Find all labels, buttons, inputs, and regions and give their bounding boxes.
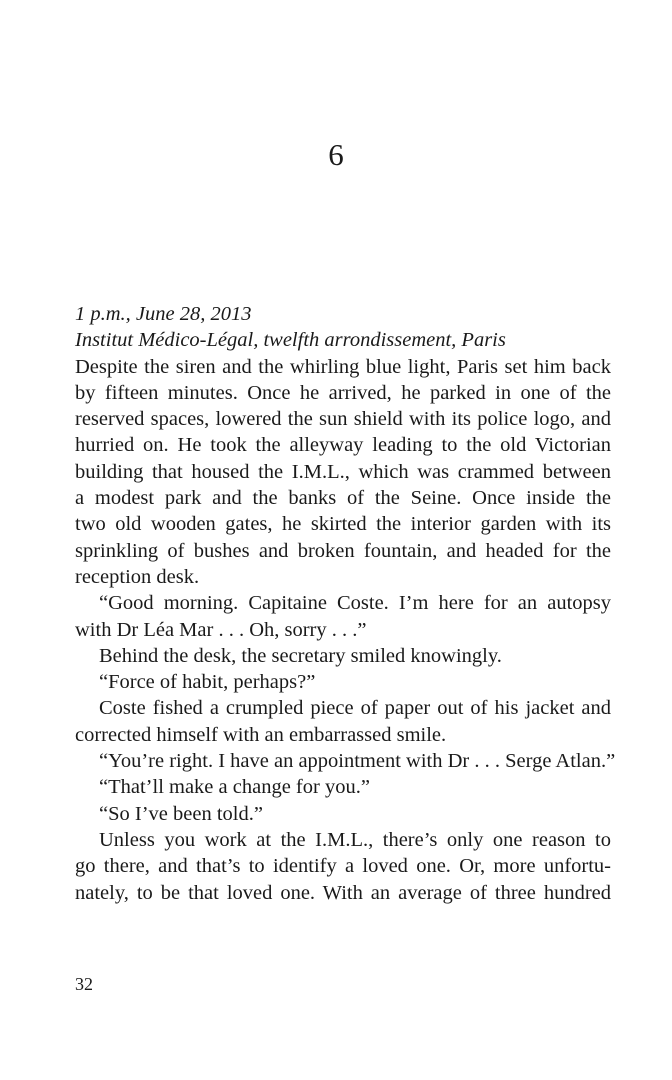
text-line: reserved spaces, lowered the sun shield with its police logo, and	[75, 408, 611, 431]
text-line: building that housed the I.M.L., which was crammed between	[75, 460, 611, 483]
scene-location: Institut Médico-Légal, twelfth arrondissement, Paris	[75, 329, 506, 352]
page-body	[75, 301, 616, 906]
text-line: go there, and that’s to identify a loved one. Or, more unfortu-	[75, 855, 611, 878]
text-line: “You’re right. I have an appointment with Dr . . . Serge Atlan.”	[99, 750, 616, 773]
page-number: 32	[75, 974, 93, 994]
text-line: nately, to be that loved one. With an average of three hundred	[75, 881, 611, 904]
text-line: Unless you work at the I.M.L., there’s only one reason to	[99, 828, 611, 851]
text-line: Coste fished a crumpled piece of paper out of his jacket and	[99, 697, 611, 720]
text-line: sprinkling of bushes and broken fountain, and headed for the	[75, 539, 611, 562]
text-line: hurried on. He took the alleyway leading to the old Victorian	[75, 434, 611, 457]
text-line: “So I’ve been told.”	[99, 802, 263, 825]
text-line: Despite the siren and the whirling blue light, Paris set him back	[75, 355, 611, 378]
text-line: “Good morning. Capitaine Coste. I’m here for an autopsy	[99, 592, 611, 615]
text-line: a modest park and the banks of the Seine. Once inside the	[75, 487, 611, 510]
scene-time-date: 1 p.m., June 28, 2013	[75, 303, 252, 325]
chapter-number: 6	[328, 137, 344, 172]
text-line: reception desk.	[75, 565, 200, 588]
body-text	[75, 354, 616, 906]
text-line: corrected himself with an embarrassed smile.	[75, 723, 447, 746]
text-line: “Force of habit, perhaps?”	[99, 671, 316, 694]
text-line: “That’ll make a change for you.”	[99, 776, 370, 799]
text-line: with Dr Léa Mar . . . Oh, sorry . . .”	[75, 618, 367, 641]
text-line: by fifteen minutes. Once he arrived, he parked in one of the	[75, 381, 611, 404]
text-line: Behind the desk, the secretary smiled knowingly.	[99, 644, 502, 667]
text-line: two old wooden gates, he skirted the interior garden with its	[75, 513, 611, 536]
